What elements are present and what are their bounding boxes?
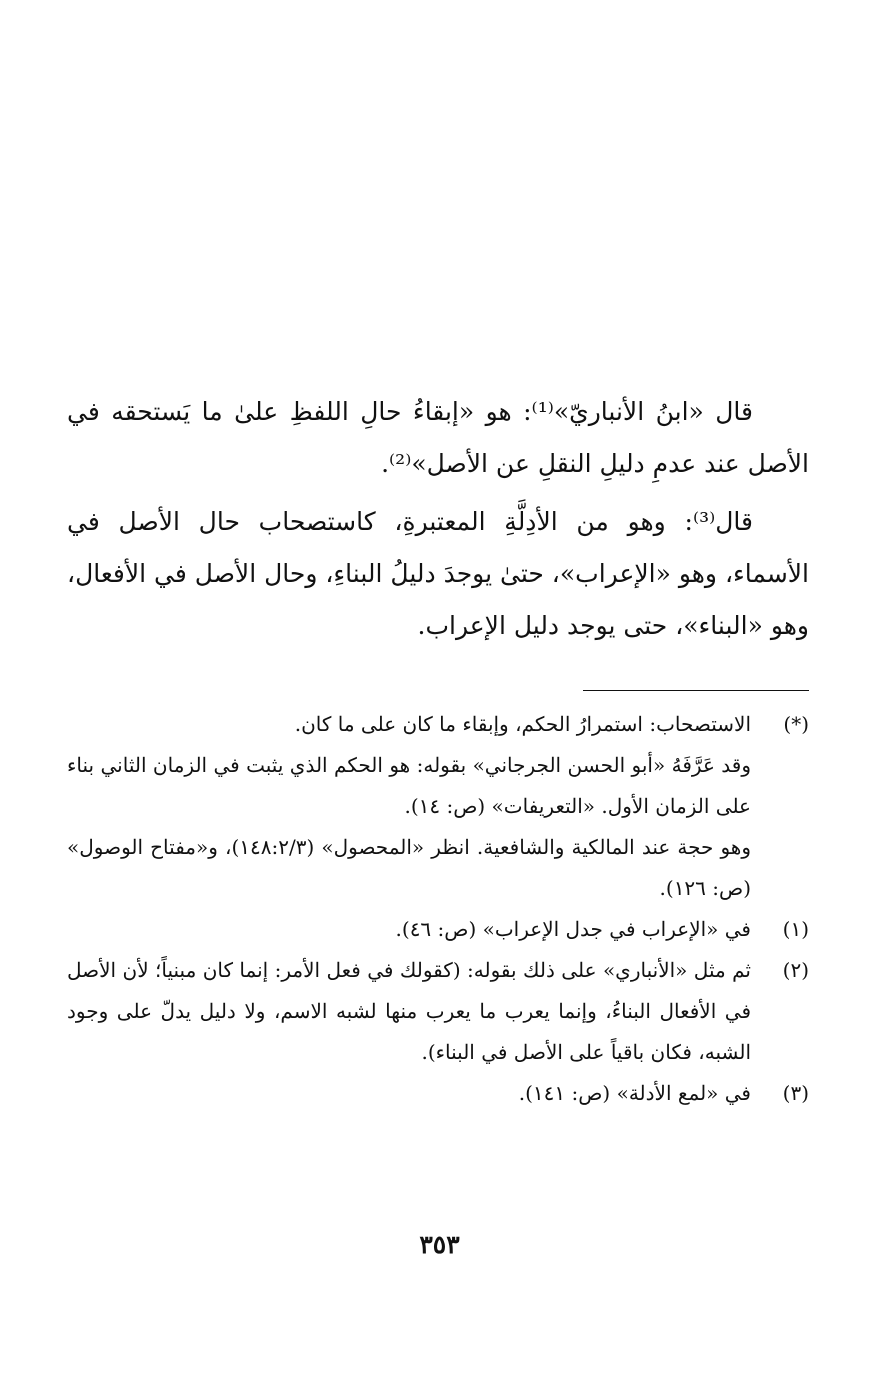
footnote-3	[67, 1073, 809, 1114]
footnote-line: وهو حجة عند المالكية والشافعية. انظر «المحصول» (١٤٨:٢/٣)، و«مفتاح الوصول» (ص: ١٢٦).	[67, 835, 751, 900]
footnotes	[67, 704, 809, 1114]
footnote-marker: (٣)	[782, 1081, 809, 1105]
footnote-marker: (*)	[783, 712, 809, 736]
footnote-1	[67, 909, 809, 950]
main-paragraph-1: قال «ابنُ الأنباريّ»⁽¹⁾: هو «إبقاءُ حالِ اللفظِ علىٰ ما يَستحقه في الأصل عند عدمِ دليلِ النقلِ عن الأصل»⁽²⁾.	[67, 397, 809, 478]
main-paragraph-2: قال⁽³⁾: وهو من الأدِلَّةِ المعتبرةِ، كاستصحاب حال الأصل في الأسماء، وهو «الإعراب»، حتىٰ يوجدَ دليلُ البناءِ، وحال الأصل في الأفعال، وهو «البناء»، حتى يوجد دليل الإعراب.	[67, 507, 809, 640]
footnote-line: ثم مثل «الأنباري» على ذلك بقوله: (كقولك في فعل الأمر: إنما كان مبنياً؛ لأن الأصل في الأفعال البناءُ، وإنما يعرب ما يعرب منها لشبه الاسم، ولا دليل يدلّ على وجود الشبه، فكان باقياً على الأصل في البناء).	[67, 958, 751, 1064]
page-number: ٣٥٣	[419, 1230, 460, 1259]
footnote-line: في «الإعراب في جدل الإعراب» (ص: ٤٦).	[395, 917, 751, 941]
footnote-2	[67, 950, 809, 1073]
main-text	[67, 386, 809, 658]
footnote-marker: (١)	[782, 917, 809, 941]
footnote-marker: (٢)	[782, 958, 809, 982]
footnote-line: وقد عَرَّفَهُ «أبو الحسن الجرجاني» بقوله: هو الحكم الذي يثبت في الزمان الثاني بناء على الزمان الأول. «التعريفات» (ص: ١٤).	[67, 753, 751, 818]
footnote-separator	[583, 690, 809, 691]
footnote-star	[67, 704, 809, 909]
footnote-line: في «لمع الأدلة» (ص: ١٤١).	[518, 1081, 751, 1105]
footnote-line: الاستصحاب: استمرارُ الحكم، وإبقاء ما كان على ما كان.	[294, 712, 751, 736]
